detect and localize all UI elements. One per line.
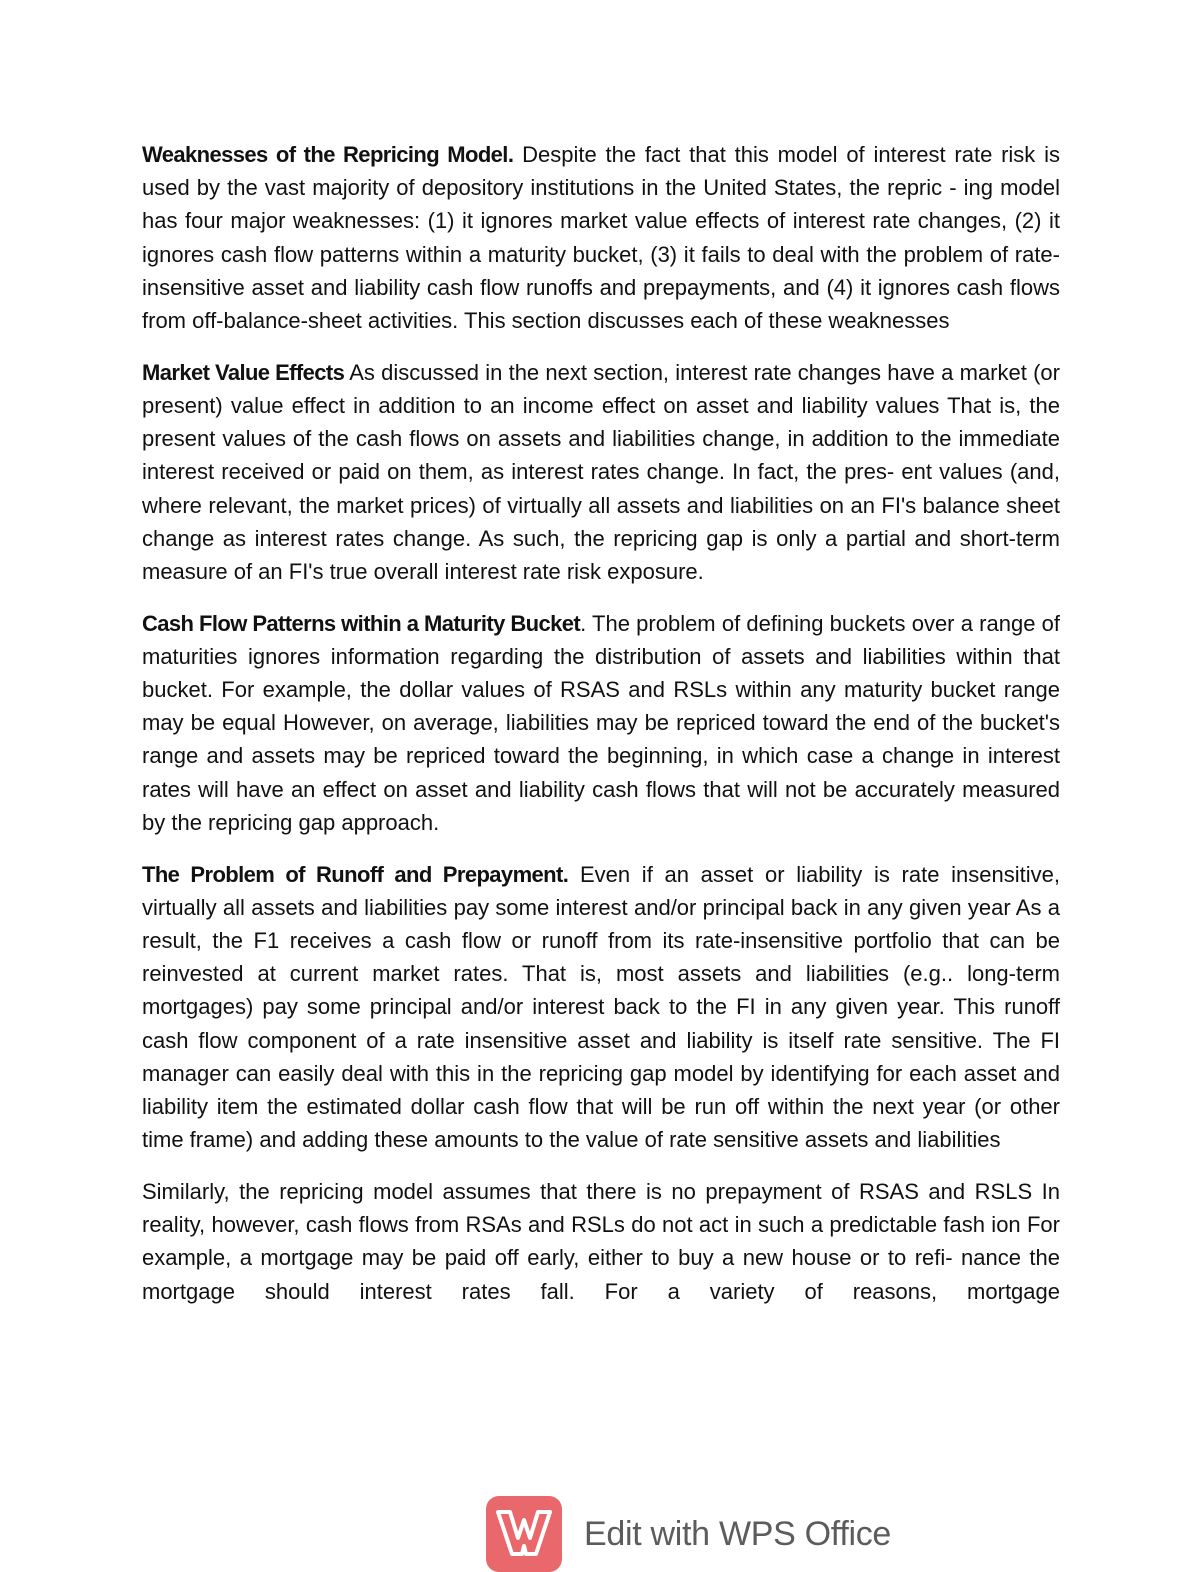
paragraph-runoff-text: Even if an asset or liability is rate insensitive, virtually all assets and liabilities pay some interest and/or principal back in any given year As a result, the F1 receives a cash flow or runoff from its rate-insensitive portfolio that can be reinvested at current market rates. That is, most assets and liabilities (e.g.. long-term mortgages) pay some principal and/or interest back to the FI in any given year. This runoff cash flow component of a rate insensitive asset and liability is itself rate sensitive. The FI manager can easily deal with this in the repricing gap model by identifying for each asset and liability item the estimated dollar cash flow that will be run off within the next year (or other time frame) and adding these amounts to the value of rate sensitive assets and liabilities: [142, 861, 1060, 1153]
heading-runoff: The Problem of Runoff and Prepayment.: [142, 861, 569, 887]
paragraph-prepayment: [142, 1175, 1060, 1308]
document-page: [142, 138, 1060, 1326]
wps-logo-icon: [486, 1496, 562, 1572]
paragraph-prepayment-text: Similarly, the repricing model assumes that there is no prepayment of RSAS and RSLS In reality, however, cash flows from RSAs and RSLs do not act in such a predictable fash ion For example, a mortgage may be paid off early, either to buy a new house or to refi- nance the mortgage should interest rates fall. For a variety of reasons, mortgage: [142, 1178, 1060, 1304]
paragraph-cash-flow-patterns: [142, 607, 1060, 839]
paragraph-market-value-text: As discussed in the next section, interest rate changes have a market (or present) value effect in addition to an income effect on asset and liability values That is, the present values of the cash flows on assets and liabilities change, in addition to the immediate interest received or paid on them, as interest rates change. In fact, the pres- ent values (and, where relevant, the market prices) of virtually all assets and liabilities on an FI's balance sheet change as interest rates change. As such, the repricing gap is only a partial and short-term measure of an FI's true overall interest rate risk exposure.: [142, 359, 1060, 584]
heading-cash-flow-patterns: Cash Flow Patterns within a Maturity Bucket: [142, 610, 581, 636]
heading-market-value: Market Value Effects: [142, 359, 345, 385]
wps-watermark[interactable]: [486, 1496, 891, 1553]
heading-weaknesses: Weaknesses of the Repricing Model.: [142, 142, 514, 167]
paragraph-runoff: [142, 858, 1060, 1157]
paragraph-cash-flow-patterns-text: . The problem of defining buckets over a range of maturities ignores information regarding the distribution of assets and liabilities within that bucket. For example, the dollar values of RSAS and RSLs within any maturity bucket range may be equal However, on average, liabilities may be repriced toward the end of the bucket's range and assets may be repriced toward the beginning, in which case a change in interest rates will have an effect on asset and liability cash flows that will not be accurately measured by the repricing gap approach.: [142, 610, 1060, 835]
wps-watermark-label: Edit with WPS Office: [584, 1515, 892, 1553]
paragraph-market-value: [142, 356, 1060, 588]
paragraph-weaknesses: [142, 138, 1060, 337]
paragraph-weaknesses-text: Despite the fact that this model of interest rate risk is used by the vast majority of depository institutions in the United States, the repric - ing model has four major weaknesses: (1) it ignores market value effects of interest rate changes, (2) it ignores cash flow patterns within a maturity bucket, (3) it fails to deal with the problem of rate-insensitive asset and liability cash flow runoffs and prepayments, and (4) it ignores cash flows from off-balance-sheet activities. This section discusses each of these weaknesses: [142, 142, 1060, 334]
